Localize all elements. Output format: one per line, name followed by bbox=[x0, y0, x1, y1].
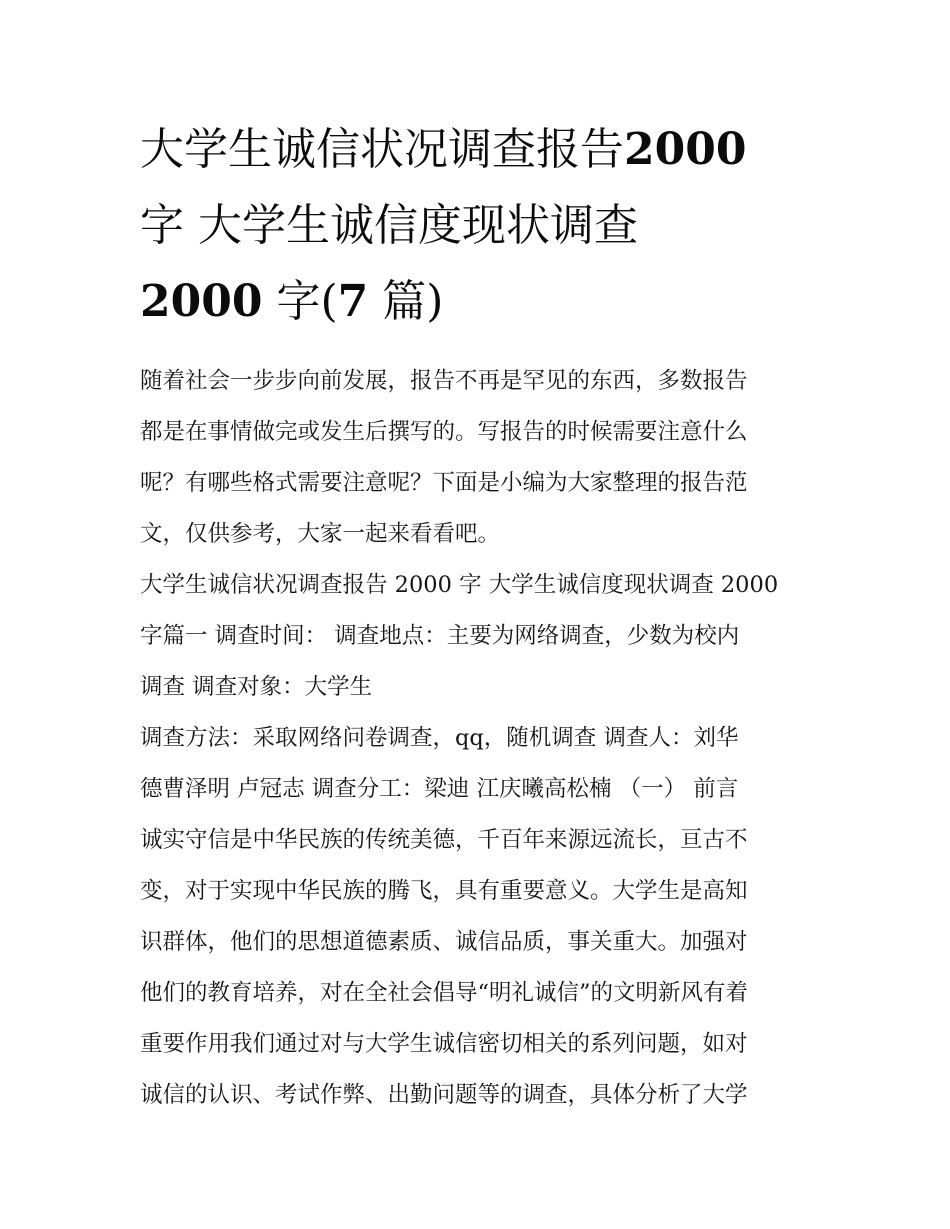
text-line: 大学生诚信状况调查报告 2000 字 大学生诚信度现状调查 2000 bbox=[140, 572, 779, 598]
title-line bbox=[140, 264, 820, 340]
document-body bbox=[140, 356, 820, 1121]
text-line: 重要作用我们通过对与大学生诚信密切相关的系列问题，如对 bbox=[140, 1031, 748, 1057]
text-line: 变，对于实现中华民族的腾飞，具有重要意义。大学生是高知 bbox=[140, 878, 748, 904]
document-title bbox=[140, 112, 820, 340]
text-line: 识群体，他们的思想道德素质、诚信品质，事关重大。加强对 bbox=[140, 929, 748, 955]
title-number: 2000 bbox=[624, 124, 747, 175]
paragraph-survey-info bbox=[140, 560, 820, 713]
text-line: 都是在事情做完或发生后撰写的。写报告的时候需要注意什么 bbox=[140, 419, 748, 445]
title-number: 2000 bbox=[140, 276, 263, 327]
paragraph-survey-method bbox=[140, 713, 820, 1121]
title-text: 篇) bbox=[368, 276, 444, 327]
title-text: 字( bbox=[262, 276, 338, 327]
title-line bbox=[140, 112, 820, 188]
text-line: 他们的教育培养，对在全社会倡导“明礼诚信”的文明新风有着 bbox=[140, 980, 749, 1006]
title-text: 大学生诚信状况调查报告 bbox=[140, 124, 624, 175]
title-text: 字 大学生诚信度现状调查 bbox=[140, 200, 638, 251]
text-line: 随着社会一步步向前发展，报告不再是罕见的东西，多数报告 bbox=[140, 368, 748, 394]
document-content bbox=[140, 112, 820, 1121]
text-line: 诚信的认识、考试作弊、出勤问题等的调查，具体分析了大学 bbox=[140, 1082, 748, 1108]
text-line: 字篇一 调查时间： 调查地点：主要为网络调查，少数为校内 bbox=[140, 623, 740, 649]
paragraph-intro bbox=[140, 356, 820, 560]
text-line: 诚实守信是中华民族的传统美德，千百年来源远流长，亘古不 bbox=[140, 827, 748, 853]
text-line: 调查 调查对象：大学生 bbox=[140, 674, 373, 700]
title-number: 7 bbox=[337, 276, 369, 327]
text-line: 呢？有哪些格式需要注意呢？下面是小编为大家整理的报告范 bbox=[140, 470, 748, 496]
text-line: 调查方法：采取网络问卷调查，qq，随机调查 调查人：刘华 bbox=[140, 725, 739, 751]
text-line: 德曹泽明 卢冠志 调查分工：梁迪 江庆曦高松楠 （一） 前言 bbox=[140, 776, 739, 802]
title-line bbox=[140, 188, 820, 264]
text-line: 文，仅供参考，大家一起来看看吧。 bbox=[140, 521, 501, 547]
